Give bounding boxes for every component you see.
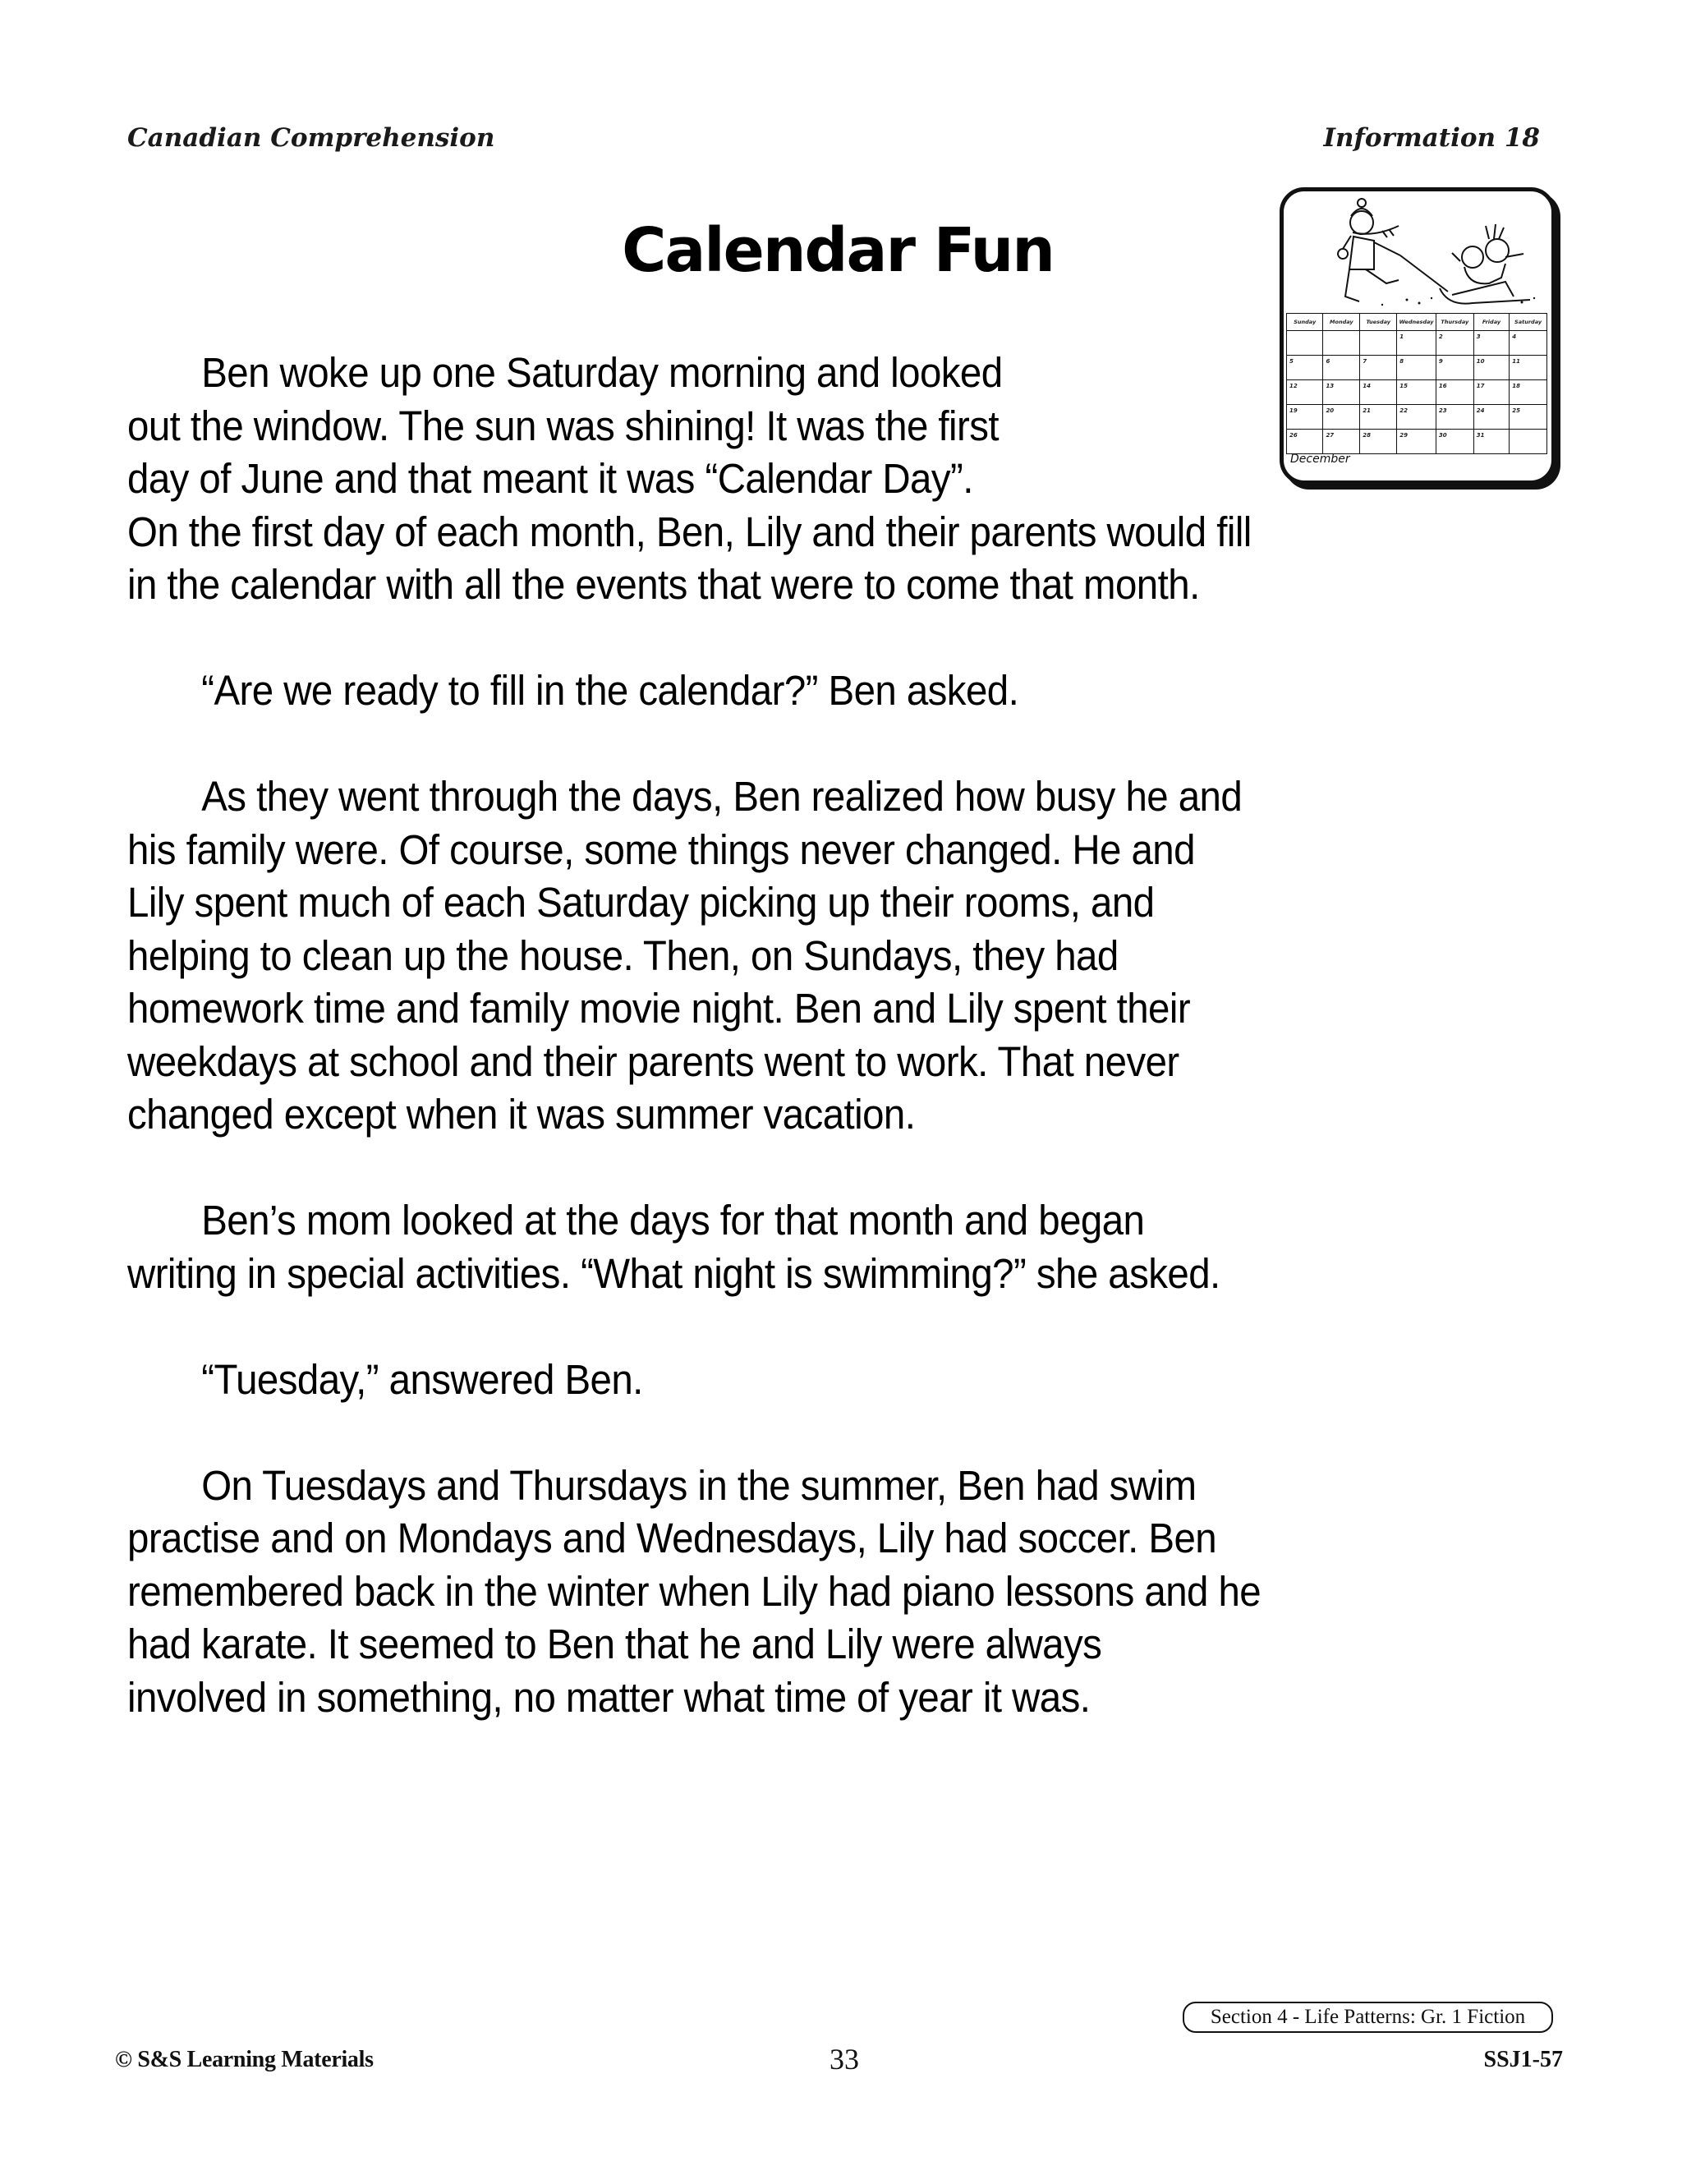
story-paragraph [127,1354,1456,1407]
footer-copyright: © S&S Learning Materials [115,2047,374,2072]
story-line: Lily spent much of each Saturday picking up their rooms, and [127,879,1155,926]
calendar-day-cell [1510,430,1547,454]
weekday-header: Friday [1473,314,1509,331]
header-series: Canadian Comprehension [127,123,495,153]
calendar-day-cell: 7 [1360,356,1397,380]
calendar-day-cell: 20 [1323,405,1360,430]
story-body [127,347,1456,1777]
calendar-day-cell: 8 [1397,356,1436,380]
story-line: his family were. Of course, some things never changed. He and [127,825,1195,873]
calendar-weekday-row [1287,314,1547,331]
story-line: day of June and that meant it was “Calendar Day”. [127,455,973,502]
story-line: changed except when it was summer vacation. [127,1091,916,1138]
calendar-day-cell: 28 [1360,430,1397,454]
calendar-day-cell: 9 [1436,356,1473,380]
story-line: remembered back in the winter when Lily had piano lessons and he [127,1567,1262,1615]
page-number: 33 [830,2043,859,2076]
winter-sled-illustration-icon [1284,191,1551,315]
calendar-day-cell: 17 [1473,380,1509,405]
weekday-header: Sunday [1287,314,1323,331]
header-section-label: Information 18 [1323,123,1540,153]
product-code: SSJ1-57 [1483,2047,1563,2072]
story-line: On Tuesdays and Thursdays in the summer, Ben had swim [201,1461,1197,1509]
story-line: weekdays at school and their parents went to work. That never [127,1037,1179,1085]
calendar-day-cell: 18 [1510,380,1547,405]
story-line: Ben’s mom looked at the days for that month and began [201,1197,1145,1244]
story-line: “Tuesday,” answered Ben. [201,1355,643,1403]
calendar-day-cell: 22 [1397,405,1436,430]
story-line: in the calendar with all the events that were to come that month. [127,561,1200,608]
calendar-day-cell: 25 [1510,405,1547,430]
story-paragraph [127,1194,1456,1300]
calendar-day-cell: 21 [1360,405,1397,430]
footer-section-label: Section 4 - Life Patterns: Gr. 1 Fiction [1183,2002,1553,2033]
calendar-day-cell: 2 [1436,331,1473,356]
weekday-header: Tuesday [1360,314,1397,331]
calendar-day-cell: 26 [1287,430,1323,454]
story-line: out the window. The sun was shining! It was the first [127,402,1000,449]
calendar-day-cell: 15 [1397,380,1436,405]
calendar-day-cell: 30 [1436,430,1473,454]
story-paragraph [127,770,1456,1142]
calendar-day-cell: 4 [1510,331,1547,356]
weekday-header: Wednesday [1397,314,1436,331]
story-line: homework time and family movie night. Ben and Lily spent their [127,985,1191,1032]
calendar-day-cell: 19 [1287,405,1323,430]
weekday-header: Monday [1323,314,1360,331]
calendar-day-cell: 10 [1473,356,1509,380]
calendar-day-cell: 11 [1510,356,1547,380]
calendar-day-cell: 5 [1287,356,1323,380]
story-line: Ben woke up one Saturday morning and looked [201,349,1003,396]
calendar-day-cell: 31 [1473,430,1509,454]
calendar-day-cell: 3 [1473,331,1509,356]
calendar-day-cell: 23 [1436,405,1473,430]
weekday-header: Saturday [1510,314,1547,331]
story-line: practise and on Mondays and Wednesdays, Lily had soccer. Ben [127,1515,1217,1561]
story-line: involved in something, no matter what time of year it was. [127,1673,1091,1721]
story-line: On the first day of each month, Ben, Lily and their parents would fill [127,508,1252,555]
calendar-day-cell: 27 [1323,430,1360,454]
story-line: “Are we ready to fill in the calendar?” Ben asked. [201,667,1019,714]
calendar-day-cell: 16 [1436,380,1473,405]
calendar-day-cell: 13 [1323,380,1360,405]
calendar-day-cell: 14 [1360,380,1397,405]
story-line: As they went through the days, Ben realized how busy he and [201,773,1243,820]
calendar-month-label: December [1290,453,1350,466]
story-line: helping to clean up the house. Then, on Sundays, they had [127,931,1119,979]
calendar-day-cell: 24 [1473,405,1509,430]
story-paragraph [127,1460,1456,1725]
calendar-day-cell: 6 [1323,356,1360,380]
page-title-text: Calendar Fun [622,215,1054,286]
calendar-day-cell: 29 [1397,430,1436,454]
story-line: writing in special activities. “What night is swimming?” she asked. [127,1249,1220,1297]
story-paragraph [127,347,1456,612]
story-line: had karate. It seemed to Ben that he and Lily were always [127,1621,1102,1667]
calendar-day-cell: 1 [1397,331,1436,356]
calendar-day-cell: 12 [1287,380,1323,405]
weekday-header: Thursday [1436,314,1473,331]
story-paragraph [127,664,1456,718]
